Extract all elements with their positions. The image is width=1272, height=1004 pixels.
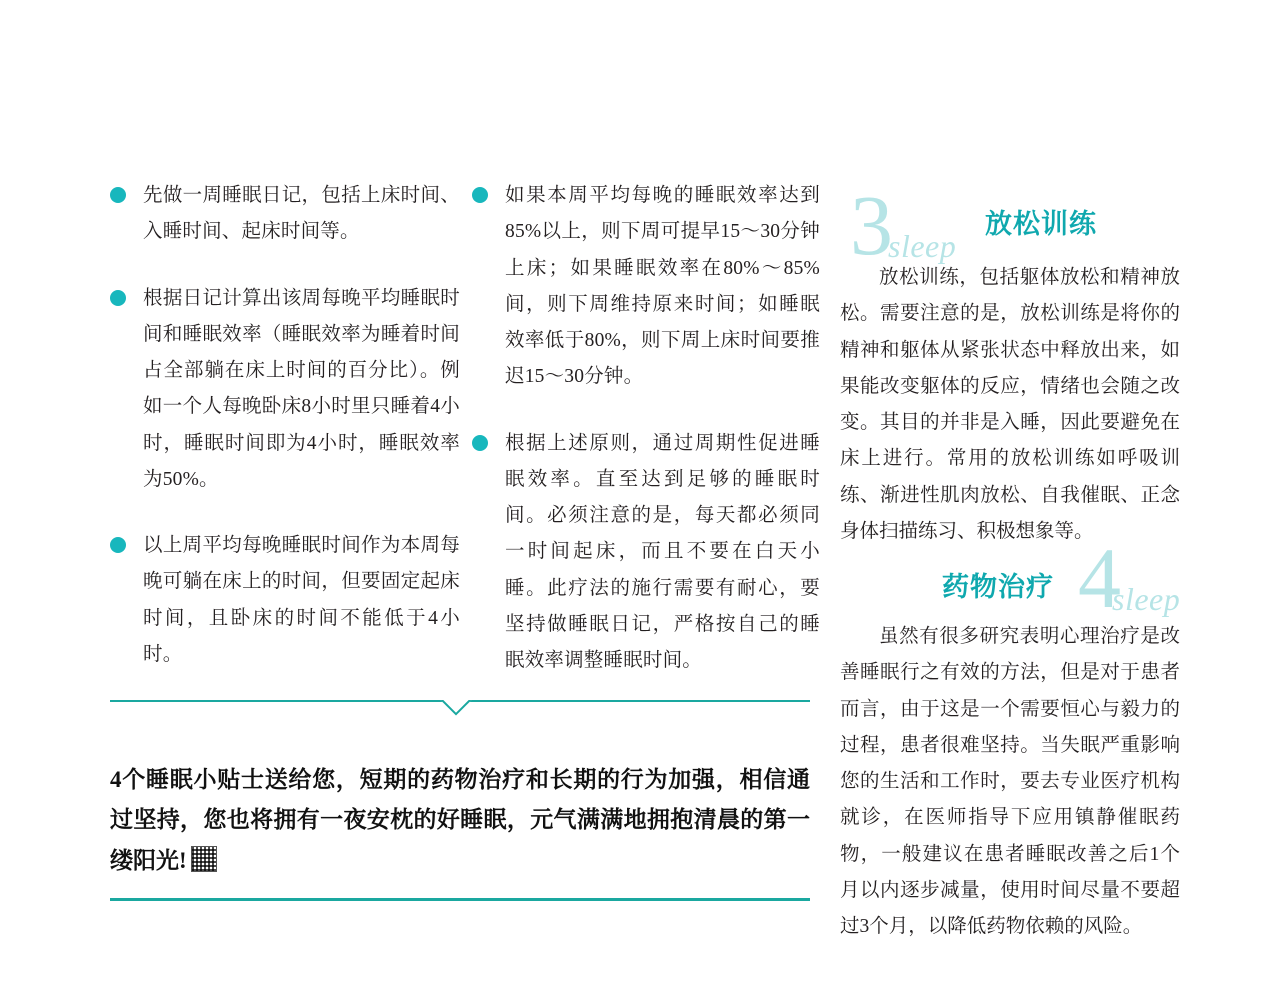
list-item-text: 以上周平均每晚睡眠时间作为本周每晚可躺在床上的时间，但要固定起床时间，且卧床的时间不能低于4小时。 — [143, 535, 460, 665]
callout-text — [110, 760, 810, 881]
seal-icon — [191, 846, 217, 872]
list-item-text: 先做一周睡眠日记，包括上床时间、入睡时间、起床时间等。 — [143, 185, 460, 243]
list-item-text: 如果本周平均每晚的睡眠效率达到85%以上，则下周可提早15～30分钟上床；如果睡眠效率在80%～85%间，则下周维持原来时间；如睡眠效率低于80%，则下周上床时间要推迟15～30分钟。 — [505, 185, 820, 388]
section-drug-therapy — [840, 530, 1181, 951]
section-sleep-word: sleep — [1112, 581, 1181, 617]
callout-sentence: 4个睡眠小贴士送给您，短期的药物治疗和长期的行为加强，相信通过坚持，您也将拥有一夜安枕的好睡眠，元气满满地拥抱清晨的第一缕阳光! — [110, 767, 810, 873]
list-item — [472, 178, 820, 396]
section-sleep-word: sleep — [888, 228, 957, 264]
list-item — [110, 178, 460, 251]
list-item — [110, 528, 460, 673]
bullet-dot-icon — [472, 187, 488, 203]
section-title: 放松训练 — [985, 209, 1097, 239]
section-number: 4 — [1078, 530, 1121, 626]
section-body: 放松训练，包括躯体放松和精神放松。需要注意的是，放松训练是将你的精神和躯体从紧张状态中释放出来，如果能改变躯体的反应，情绪也会随之改变。其目的并非是入睡，因此要避免在床上进行。常用的放松训练如呼吸训练、渐进性肌肉放松、自我催眠、正念身体扫描练习、积极想象等。 — [840, 267, 1180, 542]
middle-bullet-list — [472, 178, 820, 709]
section-number: 3 — [850, 177, 893, 273]
callout-bottom-divider — [110, 898, 810, 901]
list-item — [472, 426, 820, 680]
list-item — [110, 281, 460, 499]
bullet-dot-icon — [472, 435, 488, 451]
divider-notch-icon — [429, 700, 491, 730]
section-title: 药物治疗 — [942, 572, 1054, 602]
section-relaxation-training — [840, 176, 1180, 556]
left-bullet-list — [110, 178, 460, 703]
section-body: 虽然有很多研究表明心理治疗是改善睡眠行之有效的方法，但是对于患者而言，由于这是一个需要恒心与毅力的过程，患者很难坚持。当失眠严重影响您的生活和工作时，要去专业医疗机构就诊，在医师指导下应用镇静催眠药物，一般建议在患者睡眠改善之后1个月以内逐步减量，使用时间尽量不要超过3个月，以降低药物依赖的风险。 — [840, 626, 1180, 938]
section-heading — [840, 176, 1180, 273]
footer-callout — [110, 700, 810, 881]
callout-top-divider — [110, 700, 810, 730]
bullet-dot-icon — [110, 290, 126, 306]
section-heading — [840, 530, 1181, 626]
bullet-dot-icon — [110, 187, 126, 203]
list-item-text: 根据日记计算出该周每晚平均睡眠时间和睡眠效率（睡眠效率为睡着时间占全部躺在床上时间的百分比）。例如一个人每晚卧床8小时里只睡着4小时，睡眠时间即为4小时，睡眠效率为50%。 — [143, 287, 460, 490]
list-item-text: 根据上述原则，通过周期性促进睡眠效率。直至达到足够的睡眠时间。必须注意的是，每天都必须同一时间起床，而且不要在白天小睡。此疗法的施行需要有耐心，要坚持做睡眠日记，严格按自己的睡眠效率调整睡眠时间。 — [505, 432, 820, 672]
bullet-dot-icon — [110, 537, 126, 553]
